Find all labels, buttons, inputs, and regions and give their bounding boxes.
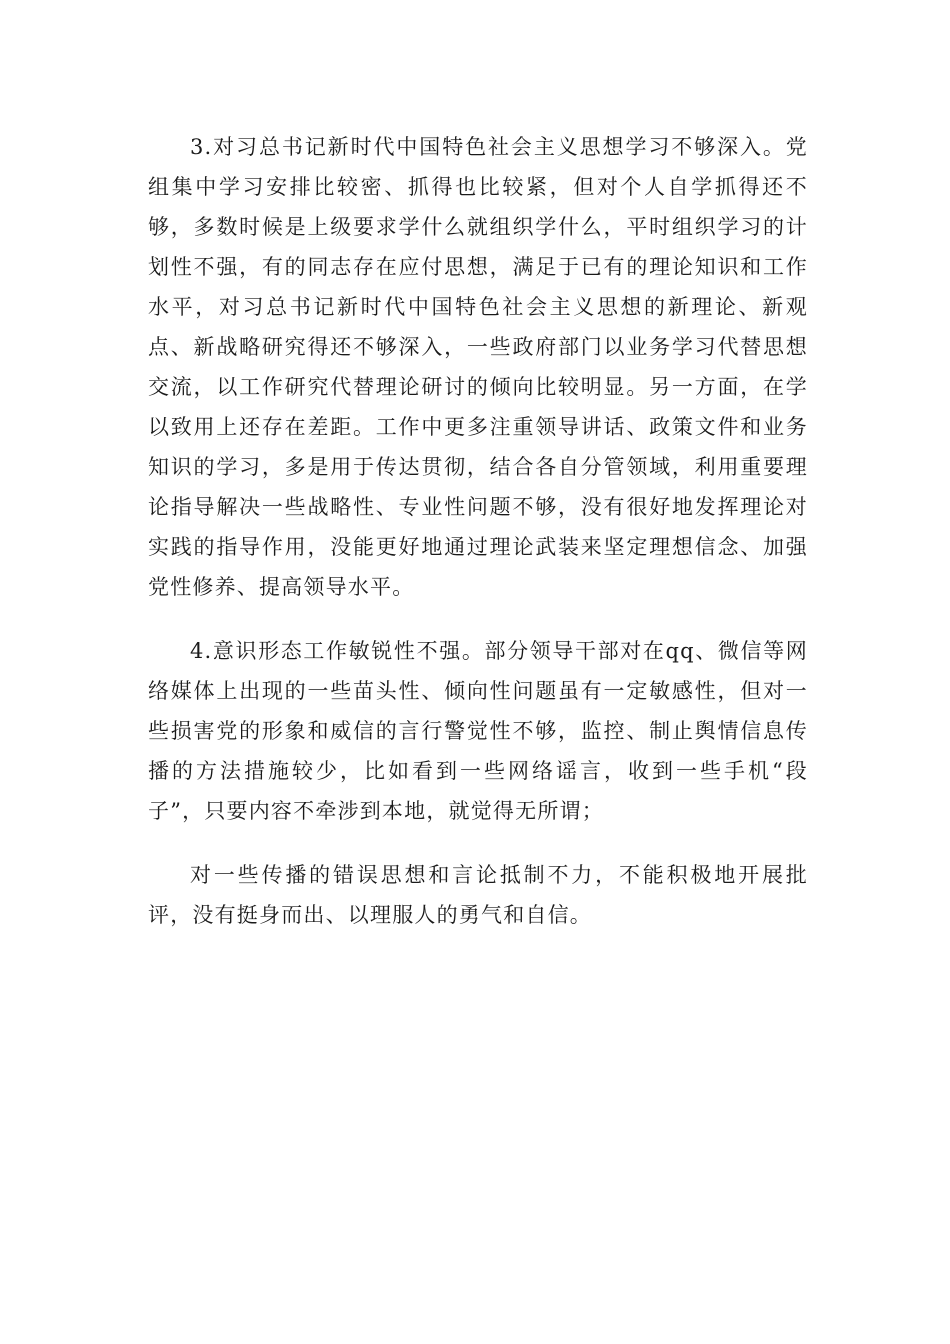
paragraph-ideology-study: 3.对习总书记新时代中国特色社会主义思想学习不够深入。党组集中学习安排比较密、抓得也比较紧，但对个人自学抓得还不够，多数时候是上级要求学什么就组织学什么，平时组织学习的计划性不强，有的同志存在应付思想，满足于已有的理论知识和工作水平，对习总书记新时代中国特色社会主义思想的新理论、新观点、新战略研究得还不够深入，一些政府部门以业务学习代替思想交流，以工作研究代替理论研讨的倾向比较明显。另一方面，在学以致用上还存在差距。工作中更多注重领导讲话、政策文件和业务知识的学习，多是用于传达贯彻，结合各自分管领域，利用重要理论指导解决一些战略性、专业性问题不够，没有很好地发挥理论对实践的指导作用，没能更好地通过理论武装来坚定理想信念、加强党性修养、提高领导水平。	[148, 135, 808, 599]
paragraph-ideology-sensitivity: 4.意识形态工作敏锐性不强。部分领导干部对在qq、微信等网络媒体上出现的一些苗头性、倾向性问题虽有一定敏感性，但对一些损害党的形象和威信的言行警觉性不够，监控、制止舆情信息传播的方法措施较少，比如看到一些网络谣言，收到一些手机“段子”，只要内容不牵涉到本地，就觉得无所谓；	[148, 639, 808, 823]
document-body	[148, 127, 808, 935]
paragraph-resistance: 对一些传播的错误思想和言论抵制不力，不能积极地开展批评，没有挺身而出、以理服人的勇气和自信。	[148, 863, 808, 927]
